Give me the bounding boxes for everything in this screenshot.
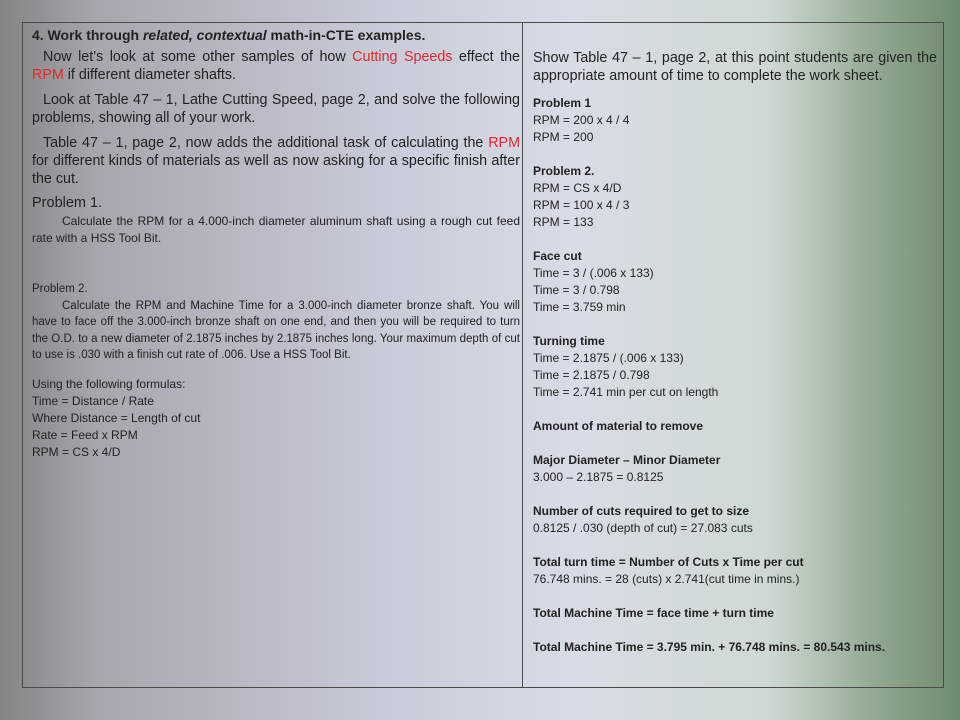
solution-line: RPM = 100 x 4 / 3 xyxy=(533,198,630,212)
solution-line: 0.8125 / .030 (depth of cut) = 27.083 cuts xyxy=(533,521,753,535)
solution-spacer xyxy=(533,486,937,503)
solution-line: 76.748 mins. = 28 (cuts) x 2.741(cut time in mins.) xyxy=(533,572,800,586)
solution-spacer xyxy=(533,146,937,163)
solution-line: RPM = 133 xyxy=(533,215,594,229)
solution-spacer xyxy=(533,435,937,452)
solution-line: Major Diameter – Minor Diameter xyxy=(533,453,721,467)
formula-line: Where Distance = Length of cut xyxy=(32,410,201,425)
solution-line: 3.000 – 2.1875 = 0.8125 xyxy=(533,470,664,484)
solution-line: Problem 1 xyxy=(533,96,592,110)
solution-spacer xyxy=(533,588,937,605)
problem-1-text: Calculate the RPM for a 4.000-inch diameter aluminum shaft using a rough cut feed rate with a HSS Tool Bit. xyxy=(32,214,520,245)
section-heading: 4. Work through related, contextual math-in-CTE examples. xyxy=(32,27,426,43)
solution-line: Time = 3 / (.006 x 133) xyxy=(533,266,654,280)
problem-1-title: Problem 1. xyxy=(32,195,103,211)
formulas-list xyxy=(32,376,520,461)
solution-line: RPM = 200 x 4 / 4 xyxy=(533,113,630,127)
formula-line: Time = Distance / Rate xyxy=(32,393,154,408)
solution-line: Turning time xyxy=(533,334,605,348)
solution-spacer xyxy=(533,231,937,248)
problem-2-title: Problem 2. xyxy=(32,283,88,295)
solution-line: Face cut xyxy=(533,249,582,263)
formula-line: Using the following formulas: xyxy=(32,376,186,391)
solution-line: RPM = 200 xyxy=(533,130,594,144)
solution-line: RPM = CS x 4/D xyxy=(533,181,622,195)
teacher-note: Show Table 47 – 1, page 2, at this point students are given the appropriate amount of time to complete the work sheet. xyxy=(533,50,937,84)
solution-line: Time = 3.759 min xyxy=(533,300,626,314)
solution-list xyxy=(533,95,937,656)
left-column xyxy=(23,23,522,687)
right-column xyxy=(523,23,943,687)
formula-line: Rate = Feed x RPM xyxy=(32,427,138,442)
solution-spacer xyxy=(533,316,937,333)
solution-spacer xyxy=(533,537,937,554)
solution-line: Total turn time = Number of Cuts x Time per cut xyxy=(533,555,804,569)
solution-line: Number of cuts required to get to size xyxy=(533,504,750,518)
solution-spacer xyxy=(533,622,937,639)
solution-line: Time = 2.741 min per cut on length xyxy=(533,385,719,399)
formula-line: RPM = CS x 4/D xyxy=(32,444,121,459)
solution-line: Time = 2.1875 / 0.798 xyxy=(533,368,650,382)
solution-line: Time = 3 / 0.798 xyxy=(533,283,620,297)
paragraph-table-reference: Look at Table 47 – 1, Lathe Cutting Speed, page 2, and solve the following problems, showing all of your work. xyxy=(32,92,520,126)
solution-line: Total Machine Time = 3.795 min. + 76.748 mins. = 80.543 mins. xyxy=(533,640,886,654)
solution-line: Amount of material to remove xyxy=(533,419,704,433)
problem-2-text: Calculate the RPM and Machine Time for a 3.000-inch diameter bronze shaft. You will have to face off the 3.000-inch bronze shaft on one end, and then you will be required to turn the O.D. to a new diameter of 2.1875 inches by 2.1875 inches long. Your maximum depth of cut to use is .030 with a finish cut rate of .006. Use a HSS Tool Bit. xyxy=(32,299,520,361)
lesson-table xyxy=(22,22,944,688)
paragraph-cutting-speeds: Now let’s look at some other samples of how Cutting Speeds effect the RPM if different diameter shafts. xyxy=(32,49,520,83)
solution-line: Total Machine Time = face time + turn time xyxy=(533,606,774,620)
solution-line: Time = 2.1875 / (.006 x 133) xyxy=(533,351,684,365)
solution-spacer xyxy=(533,401,937,418)
paragraph-additional-task: Table 47 – 1, page 2, now adds the additional task of calculating the RPM for different kinds of materials as well as now asking for a specific finish after the cut. xyxy=(32,135,520,187)
solution-line: Problem 2. xyxy=(533,164,595,178)
